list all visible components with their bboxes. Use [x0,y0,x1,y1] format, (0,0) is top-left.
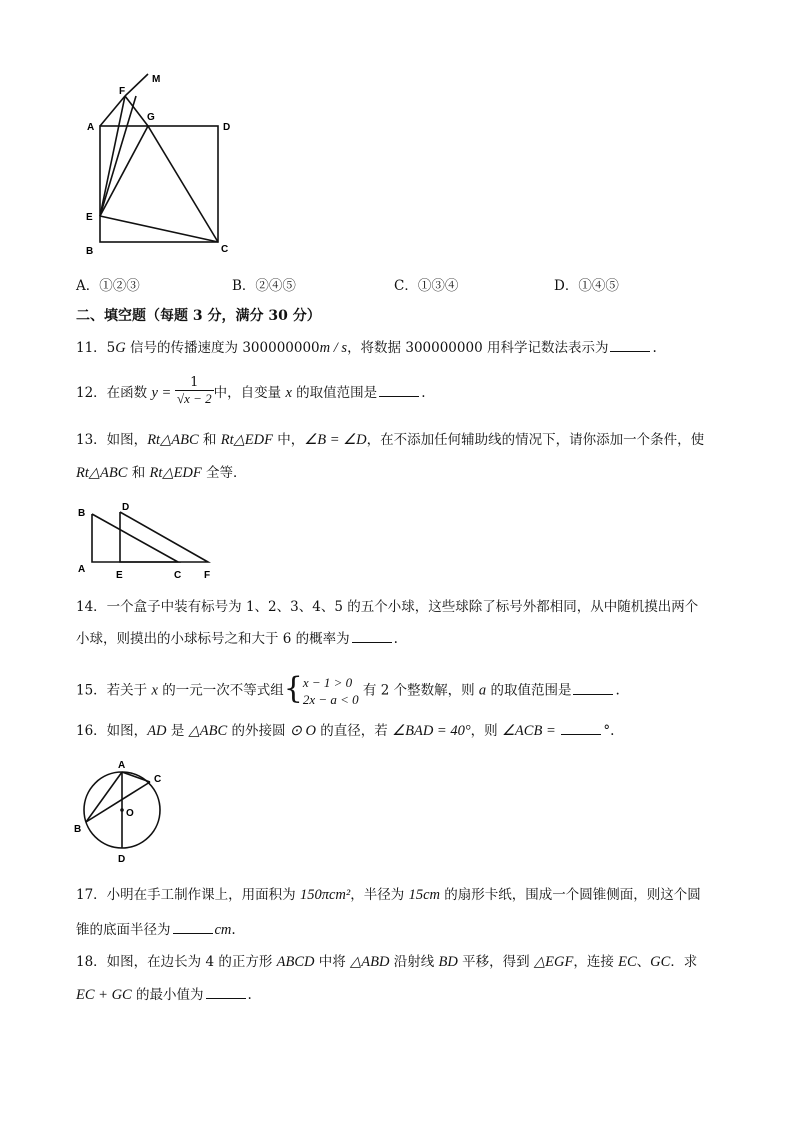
label-A: A [118,760,126,771]
answer-blank [561,722,601,735]
choice-d: D．①④⑤ [554,278,619,294]
question-11: 11．5G 信号的传播速度为 300000000m / s，将数据 300000000 用科学记数法表示为 . [76,340,657,356]
figure-triangles [70,498,220,584]
question-17-line2: 锥的底面半径为 cm. [76,922,236,938]
label-D: D [122,502,130,513]
question-14-line1: 14．一个盒子中装有标号为 1、2、3、4、5 的五个小球，这些球除了标号外都相同，从中随机摸出两个 [76,599,699,615]
label-D: D [118,854,126,865]
label-B: B [78,508,86,519]
question-12: 12．在函数 y = $\frac{1}{√x - 2}$ 中，自变量 x 的取值范围是 . [76,375,426,406]
label-F: F [204,570,211,581]
label-D: D [223,122,231,133]
question-16: 16．如图，AD 是 △ABC 的外接圆 ⊙ O 的直径，若 ∠BAD = 40°，则 ∠ACB = °. [76,723,615,739]
label-E: E [86,212,93,223]
label-A: A [87,122,95,133]
answer-blank [573,682,613,695]
question-18-line1: 18．如图，在边长为 4 的正方形 ABCD 中将 △ABD 沿射线 BD 平移，得到 △EGF，连接 EC、GC．求 [76,954,698,970]
answer-blank [610,339,650,352]
label-O: O [126,808,134,819]
label-B: B [74,824,82,835]
question-13-line1: 13．如图，Rt△ABC 和 Rt△EDF 中，∠B = ∠D，在不添加任何辅助线的情况下，请你添加一个条件，使 [76,432,705,448]
choice-b: B．②④⑤ [232,278,296,294]
question-15: 15．若关于 x 的一元一次不等式组{ x − 1 > 0 2x − a < 0 有 2 个整数解，则 a 的取值范围是 . [76,671,620,707]
inequality-system: x − 1 > 0 2x − a < 0 [302,675,359,707]
label-M: M [152,74,161,85]
figure-square-abcd [80,66,250,266]
label-E: E [116,570,123,581]
question-14-line2: 小球，则摸出的小球标号之和大于 6 的概率为 . [76,631,398,647]
label-C: C [154,774,162,785]
question-17-line1: 17．小明在手工制作课上，用面积为 150πcm²，半径为 15cm 的扇形卡纸，围成一个圆锥侧面，则这个圆 [76,887,701,903]
fraction: $\frac{1}{√x - 2}$ [176,375,212,406]
label-F: F [119,86,126,97]
answer-blank [173,921,213,934]
answer-blank [206,986,246,999]
question-13-line2: Rt△ABC 和 Rt△EDF 全等． [76,465,247,481]
question-18-line2: EC + GC 的最小值为 . [76,987,252,1003]
figure-circle [70,756,180,866]
label-A: A [78,564,86,575]
choice-c: C．①③④ [394,278,459,294]
answer-blank [352,630,392,643]
label-C: C [221,244,229,255]
answer-blank [379,384,419,397]
label-B: B [86,246,94,257]
section-heading: 二、填空题（每题 3 分，满分 30 分） [76,308,321,324]
label-G: G [147,112,155,123]
label-C: C [174,570,182,581]
choice-a: A．①②③ [76,278,140,294]
